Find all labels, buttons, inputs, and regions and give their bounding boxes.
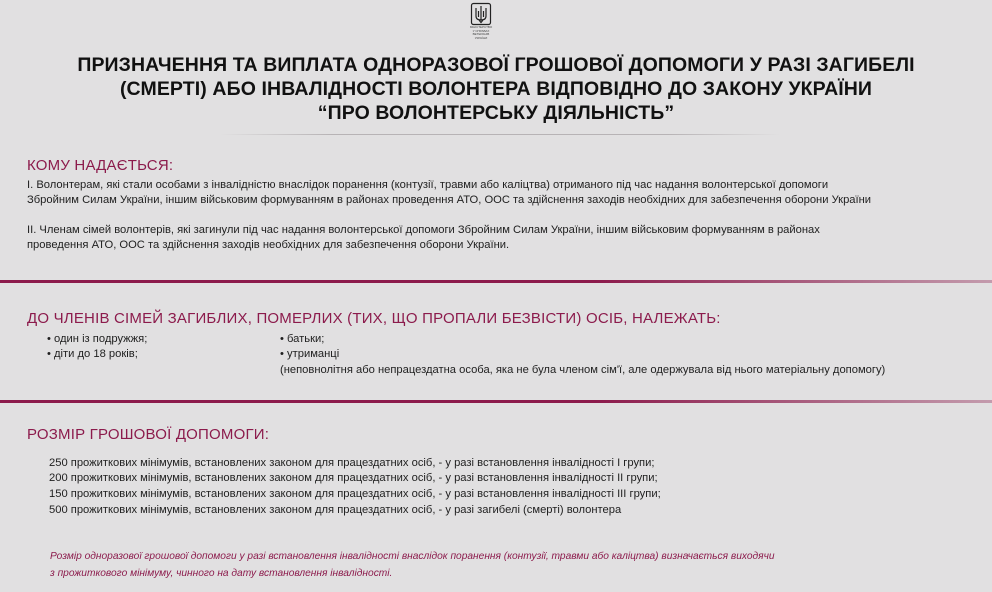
family-item-spouse: • один із подружжя; xyxy=(47,333,148,345)
family-item-parents: • батьки; xyxy=(280,333,325,345)
ministry-logo xyxy=(466,2,496,44)
who-item-1-line-2: Збройним Силам України, іншим військовим формуванням в районах проведення АТО, ООС та здійснення заходів необхідних для забезпечення оборони України xyxy=(27,194,872,206)
section-divider-1 xyxy=(0,280,992,283)
page-title xyxy=(0,53,992,125)
who-item-2-line-2: проведення АТО, ООС та здійснення заходів необхідних для забезпечення оборони України. xyxy=(27,239,510,251)
section-heading-who: КОМУ НАДАЄТЬСЯ: xyxy=(27,157,174,174)
amount-line-group-2: 200 прожиткових мінімумів, встановлених законом для працездатних осіб, - у разі встановлення інвалідності II групи; xyxy=(49,472,658,484)
title-line-3: “ПРО ВОЛОНТЕРСЬКУ ДІЯЛЬНІСТЬ” xyxy=(317,102,675,124)
section-heading-family: ДО ЧЛЕНІВ СІМЕЙ ЗАГИБЛИХ, ПОМЕРЛИХ (ТИХ, ЩО ПРОПАЛИ БЕЗВІСТИ) ОСІБ, НАЛЕЖАТЬ: xyxy=(27,310,721,327)
title-line-1: ПРИЗНАЧЕННЯ ТА ВИПЛАТА ОДНОРАЗОВОЇ ГРОШОВОЇ ДОПОМОГИ У РАЗІ ЗАГИБЕЛІ xyxy=(77,54,915,76)
logo-caption: МІНІСТЕРСТВО У СПРАВАХ ВЕТЕРАНІВ УКРАЇНИ xyxy=(469,25,493,40)
note-line-2: з прожиткового мінімуму, чинного на дату встановлення інвалідності. xyxy=(50,568,393,579)
trident-emblem-icon xyxy=(470,2,492,26)
section-heading-amount: РОЗМІР ГРОШОВОЇ ДОПОМОГИ: xyxy=(27,426,270,443)
who-item-2-line-1: II. Членам сімей волонтерів, які загинули під час надання волонтерської допомоги Збройним Силам України, іншим військовим формуванням в районах xyxy=(27,224,820,236)
who-item-1-line-1: I. Волонтерам, які стали особами з інвалідністю внаслідок поранення (контузії, травми або каліцтва) отриманого під час надання волонтерської допомоги xyxy=(27,179,829,191)
amount-line-group-1: 250 прожиткових мінімумів, встановлених законом для працездатних осіб, - у разі встановлення інвалідності I групи; xyxy=(49,457,655,469)
amount-line-death: 500 прожиткових мінімумів, встановлених законом для працездатних осіб, - у разі загибелі (смерті) волонтера xyxy=(49,504,622,516)
note-line-1: Розмір одноразової грошової допомоги у разі встановлення інвалідності внаслідок поранення (контузії, травми або каліцтва) визначається виходячи xyxy=(50,551,775,562)
title-line-2: (СМЕРТІ) АБО ІНВАЛІДНОСТІ ВОЛОНТЕРА ВІДПОВІДНО ДО ЗАКОНУ УКРАЇНИ xyxy=(119,78,873,100)
title-underline xyxy=(220,134,780,135)
family-dependents-note: (неповнолітня або непрацездатна особа, яка не була членом сім'ї, але одержувала від нього матеріальну допомогу) xyxy=(280,364,886,376)
family-item-dependents: • утриманці xyxy=(280,348,340,360)
amount-line-group-3: 150 прожиткових мінімумів, встановлених законом для працездатних осіб, - у разі встановлення інвалідності III групи; xyxy=(49,488,661,500)
family-item-children: • діти до 18 років; xyxy=(47,348,138,360)
section-divider-2 xyxy=(0,400,992,403)
